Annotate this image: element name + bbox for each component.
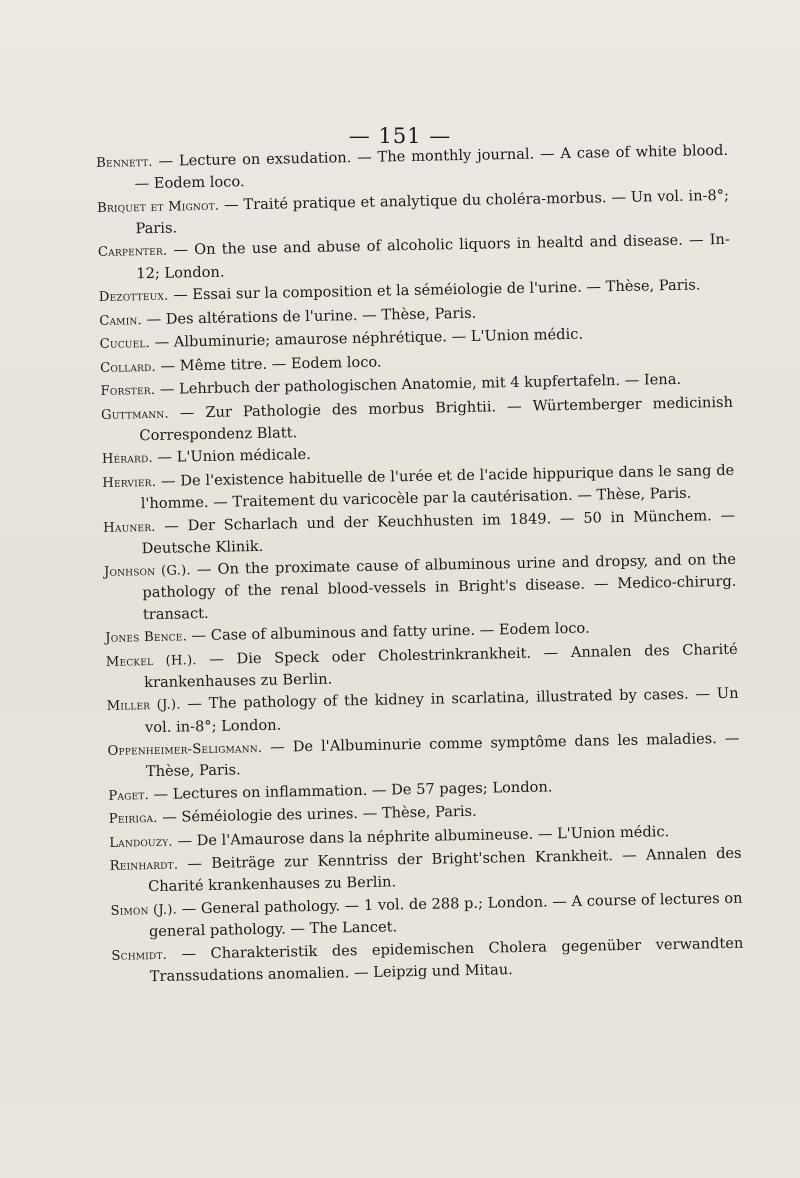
entry-text: — De l'existence habituelle de l'urée et de l'acide hippurique dans le sang de l'homme. — Traitement du varicocèle par la cautérisation. — Thèse, Paris.: [140, 461, 735, 513]
entry-author: Reinhardt.: [109, 857, 179, 875]
entry-text: — On the use and abuse of alcoholic liquors in healtd and disease. — In-12; London.: [136, 231, 730, 282]
entry-author: Paget.: [108, 787, 150, 804]
entry-text: — Lectures on inflammation. — De 57 pages; London.: [148, 778, 553, 803]
entry-author: Forster.: [100, 383, 156, 400]
entry-text: — Beiträge zur Kenntriss der Bright'schen Krankheit. — Annalen des Charité krankenhauses zu Berlin.: [147, 844, 742, 896]
entry-text: — Des altérations de l'urine. — Thèse, Paris.: [141, 304, 477, 328]
entry-text: — Zur Pathologie des morbus Brightii. — Würtemberger medicinish Correspondenz Blatt.: [139, 393, 734, 445]
entry-text: — Séméiologie des urines. — Thèse, Paris.: [157, 803, 477, 827]
entry-text: — The pathology of the kidney in scarlatina, illustrated by cases. — Un vol. in-8°; London.: [144, 685, 739, 736]
entry-text: — Case of albuminous and fatty urine. — Eodem loco.: [186, 619, 590, 645]
entry-text: — On the proximate cause of albuminous urine and dropsy, and on the pathology of the renal blood-vessels in Bright's disease. — Medico-chirurg. transact.: [142, 551, 737, 623]
entry-author: Guttmann.: [100, 406, 169, 423]
entry-author: Dezotteux.: [98, 288, 169, 306]
entry-text: — Essai sur la composition et la séméiologie de l'urine. — Thèse, Paris.: [168, 276, 701, 304]
entry-author: Hérard.: [101, 451, 153, 468]
entry-text: — Même titre. — Eodem loco.: [155, 353, 382, 375]
entry-text: — De l'Albuminurie comme symptôme dans les maladies. — Thèse, Paris.: [145, 729, 740, 781]
entry-author: Carpenter.: [97, 244, 168, 261]
page-number: — 151 —: [348, 124, 452, 148]
entry-author: Bennett.: [96, 154, 153, 171]
bibliography-entry: [104, 549, 737, 626]
entry-text: — General pathology. — 1 vol. de 288 p.; London. — A course of lectures on general pathology. — The Lancet.: [148, 889, 743, 941]
entry-author: Peiriga.: [108, 811, 158, 828]
entry-text: — L'Union médicale.: [152, 446, 312, 467]
entry-author: Hauner.: [103, 519, 156, 536]
entry-author: Schmidt.: [111, 947, 168, 964]
entry-author: Hervier.: [102, 474, 157, 491]
entry-author: Briquet et Mignot.: [96, 198, 220, 216]
entry-text: — Lehrbuch der pathologischen Anatomie, mit 4 kupfertafeln. — Iena.: [155, 370, 682, 399]
entry-author: Oppenheimer-Seligmann.: [107, 740, 263, 759]
entry-author: Meckel (H.).: [105, 652, 197, 670]
entry-text: — De l'Amaurose dans la néphrite albumineuse. — L'Union médic.: [172, 822, 670, 850]
entry-text: — Der Scharlach und der Keuchhusten im 1849. — 50 in Münchem. — Deutsche Klinik.: [141, 506, 736, 557]
entry-author: Jones Bence.: [105, 629, 188, 647]
entry-author: Simon (J.).: [110, 902, 178, 919]
entry-author: Cucuel.: [99, 336, 151, 353]
entry-text: — Albuminurie; amaurose néphrétique. — L'Union médic.: [149, 325, 584, 352]
entry-text: — Traité pratique et analytique du choléra-morbus. — Un vol. in-8°; Paris.: [135, 186, 730, 238]
entry-author: Landouzy.: [109, 834, 173, 851]
entry-text: — Die Speck oder Cholestrinkrankheit. — Annalen des Charité krankenhauses zu Berlin.: [144, 640, 738, 691]
entry-author: Collard.: [100, 359, 157, 376]
entry-author: Camin.: [99, 312, 143, 329]
entry-author: Miller (J.).: [106, 697, 181, 715]
entry-author: Jonhson (G.).: [103, 563, 192, 581]
entry-text: — Charakteristik des epidemischen Cholera gegenüber verwandten Transsudations anomalien. — Leipzig und Mitau.: [149, 934, 744, 985]
entry-text: — Lecture on exsudation. — The monthly journal. — A case of white blood. — Eodem loco.: [134, 141, 729, 193]
bibliography-list: [96, 140, 744, 989]
